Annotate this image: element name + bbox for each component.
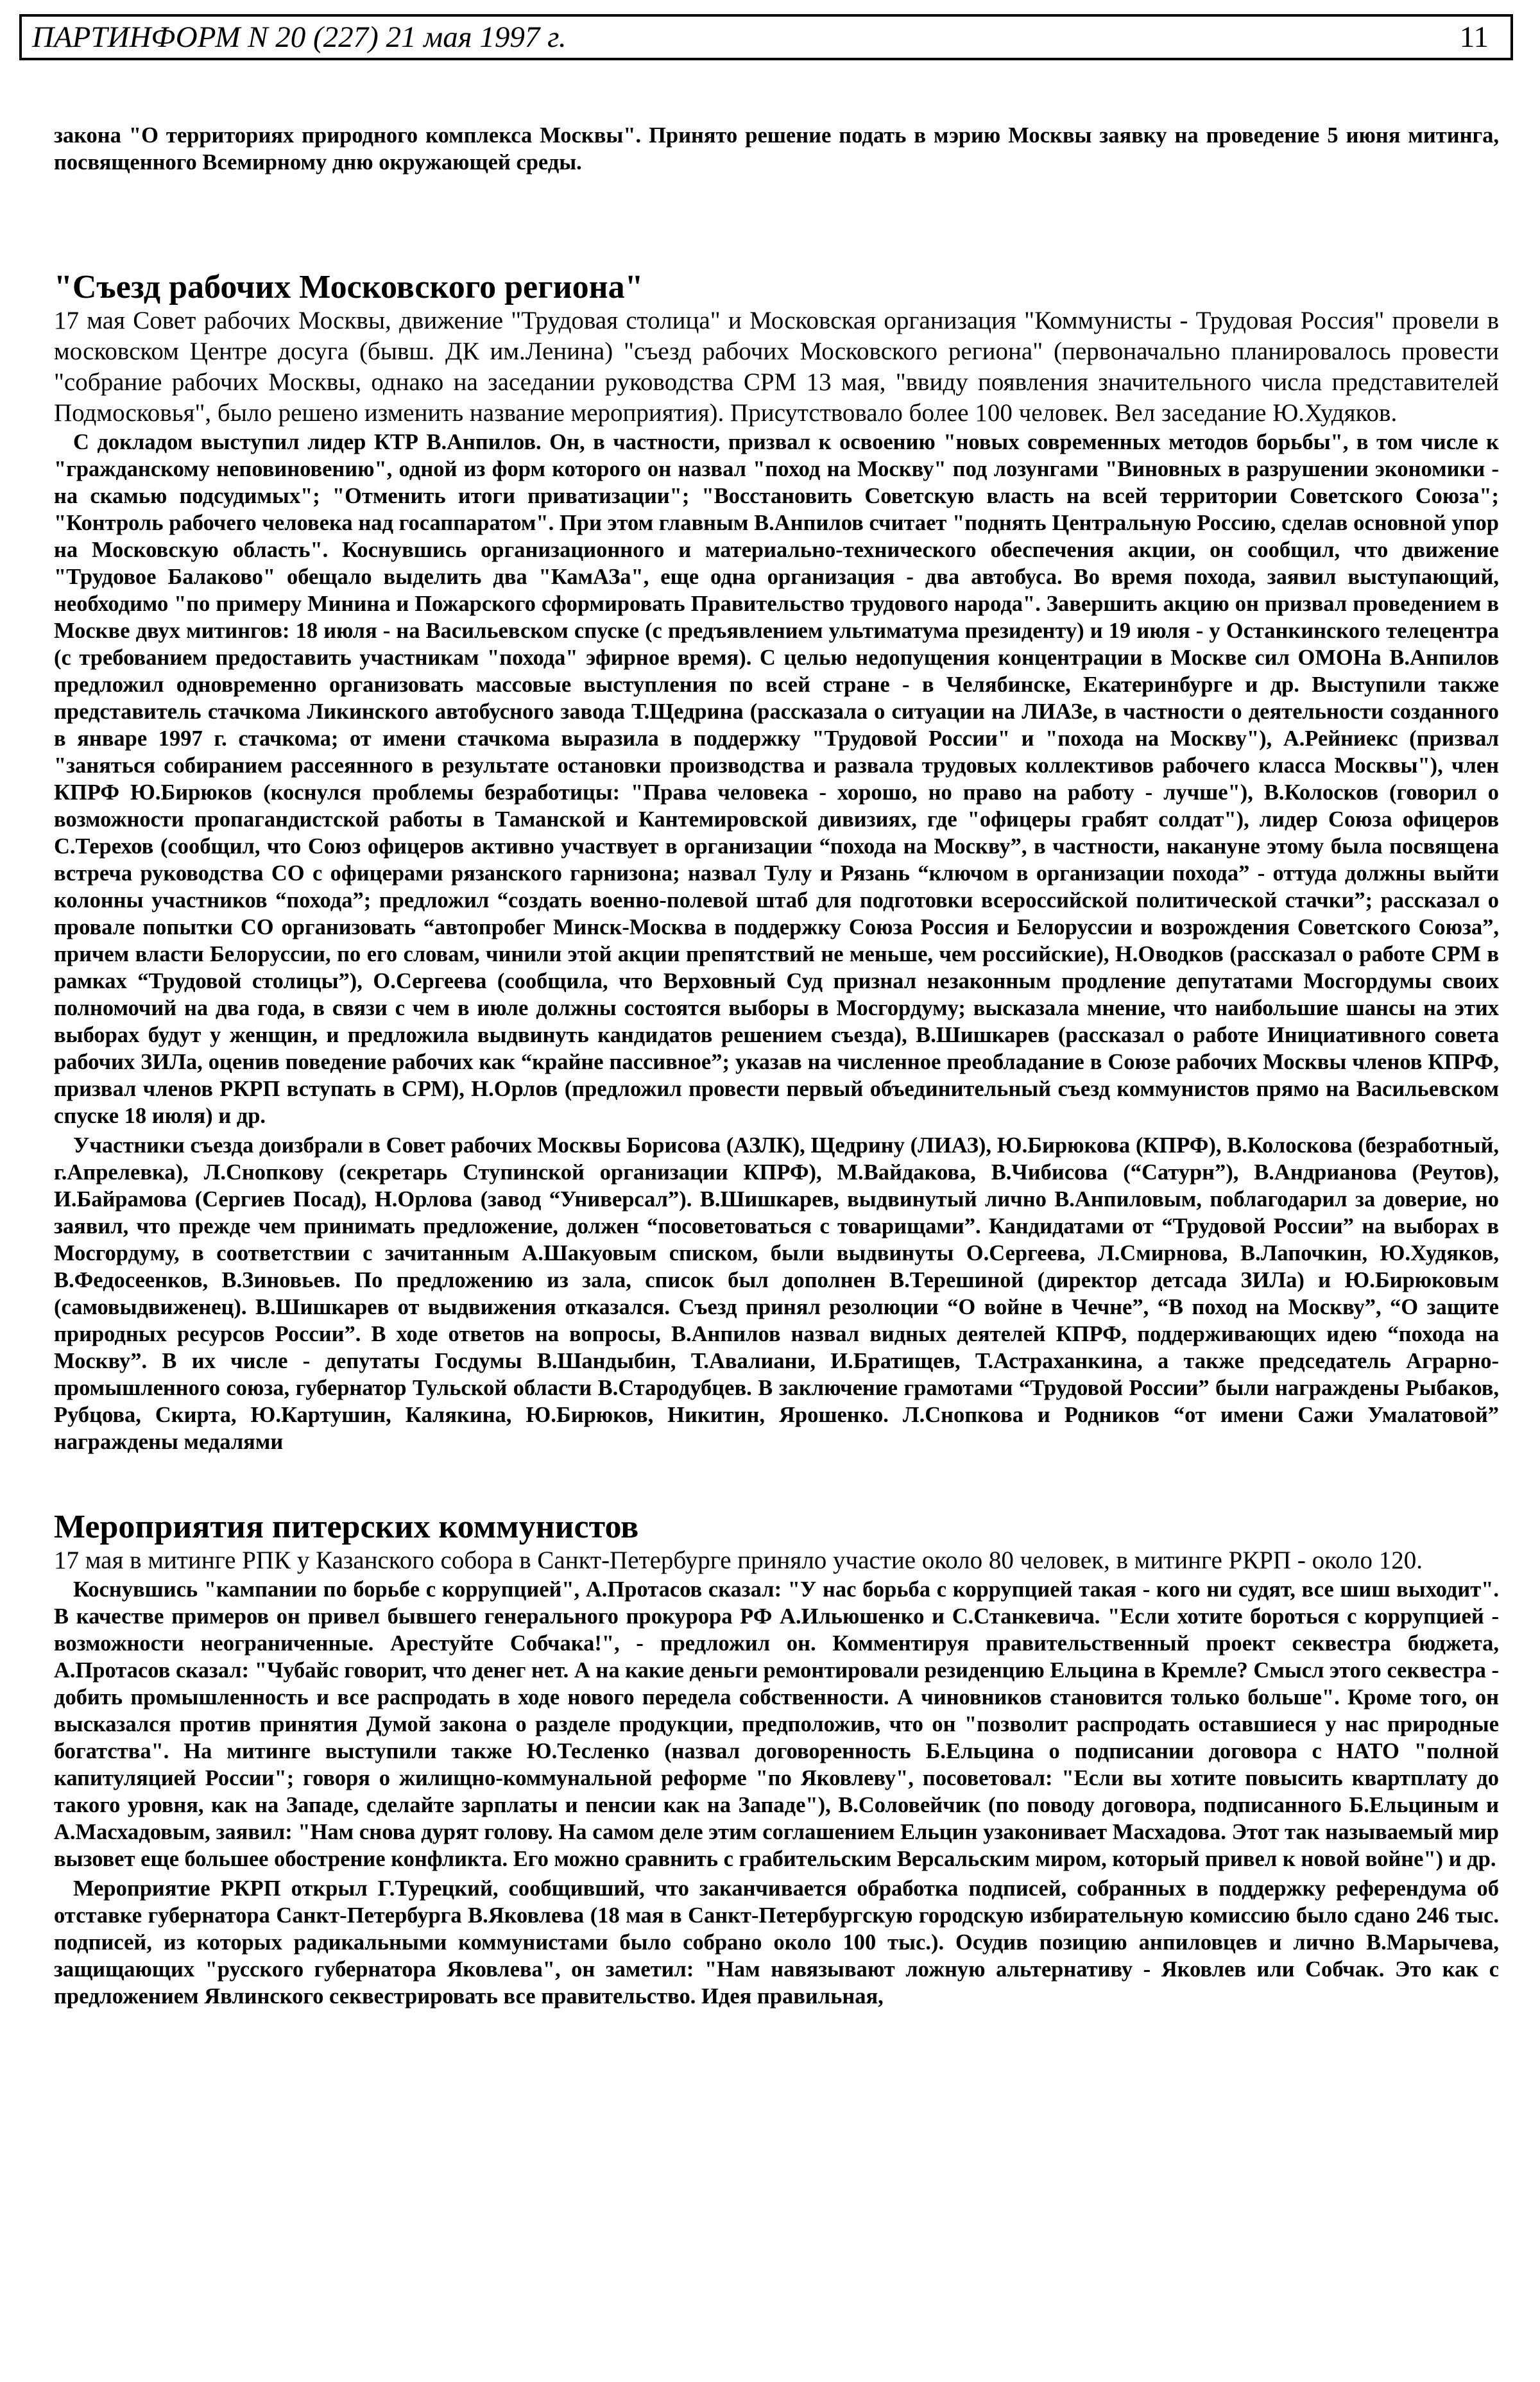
- section-lead-congress: 17 мая Совет рабочих Москвы, движение "Трудовая столица" и Московская организация "Коммунисты - Трудовая Россия" провели в московском Центре досуга (бывш. ДК им.Ленина) "съезд рабочих Московского региона" (первоначально планировалось провести "собрание рабочих Москвы, однако на заседании руководства СРМ 13 мая, "ввиду появления значительного числа представителей Подмосковья", было решено изменить название мероприятия). Присутствовало более 100 человек. Вел заседание Ю.Худяков.: [54, 307, 1499, 427]
- section-heading-congress: "Съезд рабочих Московского региона": [54, 269, 644, 305]
- congress-paragraph-1: С докладом выступил лидер КТР В.Анпилов. Он, в частности, призвал к освоению "новых современных методов борьбы", в том числе к "гражданскому неповиновению", одной из форм которого он назвал "поход на Москву" под лозунгами "Виновных в разрушении экономики - на скамью подсудимых"; "Отменить итоги приватизации"; "Восстановить Советскую власть на всей территории Советского Союза"; "Контроль рабочего человека над госаппаратом". При этом главным В.Анпилов считает "поднять Центральную Россию, сделав основной упор на Московскую область". Коснувшись организационного и материально-технического обеспечения акции, он сообщил, что движение "Трудовое Балаково" обещало выделить два "КамАЗа", еще одна организация - два автобуса. Во время похода, заявил выступающий, необходимо "по примеру Минина и Пожарского сформировать Правительство трудового народа". Завершить акцию он призвал проведением в Москве двух митингов: 18 июля - на Васильевском спуске (с предъявлением ультиматума президенту) и 19 июля - у Останкинского телецентра (с требованием предоставить участникам "похода" эфирное время). С целью недопущения концентрации в Москве сил ОМОНа В.Анпилов предложил одновременно организовать массовые выступления по всей стране - в Челябинске, Екатеринбурге и др. Выступили также представитель стачкома Ликинского автобусного завода Т.Щедрина (рассказала о ситуации на ЛИАЗе, в частности о деятельности созданного в январе 1997 г. стачкома; от имени стачкома выразила в поддержку "Трудовой России" и "похода на Москву"), А.Рейниекс (призвал "заняться собиранием рассеянного в результате остановки производства и развала трудовых коллективов рабочего класса Москвы"), член КПРФ Ю.Бирюков (коснулся проблемы безработицы: "Права человека - хорошо, но право на работу - лучше"), В.Колосков (говорил о возможности пропагандистской работы в Таманской и Кантемировской дивизиях, где "офицеры грабят солдат"), лидер Союза офицеров С.Терехов (сообщил, что Союз офицеров активно участвует в организации “похода на Москву”, в частности, накануне этому была посвящена встреча руководства СО с офицерами рязанского гарнизона; назвал Тулу и Рязань “ключом в организации похода” - оттуда должны выйти колонны участников “похода”; предложил “создать военно-полевой штаб для подготовки всероссийской политической стачки”; рассказал о провале попытки СО организовать “автопробег Минск-Москва в поддержку Союза Россия и Белоруссии и возрождения Советского Союза”, причем власти Белоруссии, по его словам, чинили этой акции препятствий не меньше, чем российские), Н.Оводков (рассказал о работе СРМ в рамках “Трудовой столицы”), О.Сергеева (сообщила, что Верховный Суд признал незаконным продление депутатами Мосгордумы своих полномочий на два года, в связи с чем в июле должны состоятся выборы в Мосгордуму; высказала мнение, что наибольшие шансы на этих выборах будут у женщин, и предложила выдвинуть кандидатов решением съезда), В.Шишкарев (рассказал о работе Инициативного совета рабочих ЗИЛа, оценив поведение рабочих как “крайне пассивное”; указав на численное преобладание в Союзе рабочих Москвы членов КПРФ, призвал членов РКРП вступать в СРМ), Н.Орлов (предложил провести первый объединительный съезд коммунистов прямо на Васильевском спуске 18 июля) и др.: [54, 430, 1499, 1128]
- page-header: [19, 14, 1513, 60]
- intro-paragraph: закона "О территориях природного комплекса Москвы". Принято решение подать в мэрию Москвы заявку на проведение 5 июня митинга, посвященного Всемирному дню окружающей среды.: [54, 123, 1499, 175]
- petersburg-paragraph-2: Мероприятие РКРП открыл Г.Турецкий, сообщивший, что заканчивается обработка подписей, собранных в поддержку референдума об отставке губернатора Санкт-Петербурга В.Яковлева (18 мая в Санкт-Петербургскую городскую избирательную комиссию было сдано 246 тыс. подписей, из которых радикальными коммунистами было собрано около 100 тыс.). Осудив позицию анпиловцев и лично В.Марычева, защищающих "русского губернатора Яковлева", он заметил: "Нам навязывают ложную альтернативу - Яковлев или Собчак. Это как с предложением Явлинского секвестрировать все правительство. Идея правильная,: [54, 1876, 1499, 2009]
- section-heading-petersburg: Мероприятия питерских коммунистов: [54, 1509, 639, 1545]
- petersburg-paragraph-1: Коснувшись "кампании по борьбе с коррупцией", А.Протасов сказал: "У нас борьба с коррупцией такая - кого ни судят, все шиш выходит". В качестве примеров он привел бывшего генерального прокурора РФ А.Ильюшенко и С.Станкевича. "Если хотите бороться с коррупцией - возможности неограниченные. Арестуйте Собчака!", - предложил он. Комментируя правительственный проект секвестра бюджета, А.Протасов сказал: "Чубайс говорит, что денег нет. А на какие деньги ремонтировали резиденцию Ельцина в Кремле? Смысл этого секвестра - добить промышленность и все распродать в ходе нового передела собственности. А чиновников становится только больше". Кроме того, он высказался против принятия Думой закона о разделе продукции, предположив, что он "позволит распродать оставшиеся у нас природные богатства". На митинге выступили также Ю.Тесленко (назвал договоренность Б.Ельцина о подписании договора с НАТО "полной капитуляцией России"; говоря о жилищно-коммунальной реформе "по Яковлеву", посоветовал: "Если вы хотите повысить квартплату до такого уровня, как на Западе, сделайте зарплаты и пенсии как на Западе"), В.Соловейчик (по поводу договора, подписанного Б.Ельциным и А.Масхадовым, заявил: "Нам снова дурят голову. На самом деле этим соглашением Ельцин узаконивает Масхадова. Этот так называемый мир вызовет еще большее обострение конфликта. Его можно сравнить с грабительским Версальским миром, который привел к новой войне") и др.: [54, 1577, 1499, 1871]
- issue-title: ПАРТИНФОРМ N 20 (227) 21 мая 1997 г.: [32, 21, 567, 54]
- article-body: [54, 122, 1499, 2010]
- congress-paragraph-2: Участники съезда доизбрали в Совет рабочих Москвы Борисова (АЗЛК), Щедрину (ЛИАЗ), Ю.Бирюкова (КПРФ), В.Колоскова (безработный, г.Апрелевка), Л.Снопкову (секретарь Ступинской организации КПРФ), М.Вайдакова, В.Чибисова (“Сатурн”), В.Андрианова (Реутов), И.Байрамова (Сергиев Посад), Н.Орлова (завод “Универсал”). В.Шишкарев, выдвинутый лично В.Анпиловым, поблагодарил за доверие, но заявил, что прежде чем принимать предложение, должен “посоветоваться с товарищами”. Кандидатами от “Трудовой России” на выборах в Мосгордуму, в соответствии с зачитанным А.Шакуовым списком, были выдвинуты О.Сергеева, Л.Смирнова, В.Лапочкин, Ю.Худяков, В.Федосеенков, В.Зиновьев. По предложению из зала, список был дополнен В.Терешиной (директор детсада ЗИЛа) и Ю.Бирюковым (самовыдвиженец). В.Шишкарев от выдвижения отказался. Съезд принял резолюции “О войне в Чечне”, “В поход на Москву”, “О защите природных ресурсов России”. В ходе ответов на вопросы, В.Анпилов назвал видных деятелей КПРФ, поддерживающих идею “похода на Москву”. В их числе - депутаты Госдумы В.Шандыбин, Т.Авалиани, И.Братищев, Т.Астраханкина, а также председатель Аграрно-промышленного союза, губернатор Тульской области В.Стародубцев. В заключение грамотами “Трудовой России” были награждены Рыбаков, Рубцова, Скирта, Ю.Картушин, Калякина, Ю.Бирюков, Никитин, Ярошенко. Л.Снопкова и Родников “от имени Сажи Умалатовой” награждены медалями: [54, 1133, 1499, 1454]
- section-lead-petersburg: 17 мая в митинге РПК у Казанского собора в Санкт-Петербурге приняло участие около 80 человек, в митинге РКРП - около 120.: [54, 1547, 1423, 1574]
- page-number: 11: [1459, 21, 1489, 54]
